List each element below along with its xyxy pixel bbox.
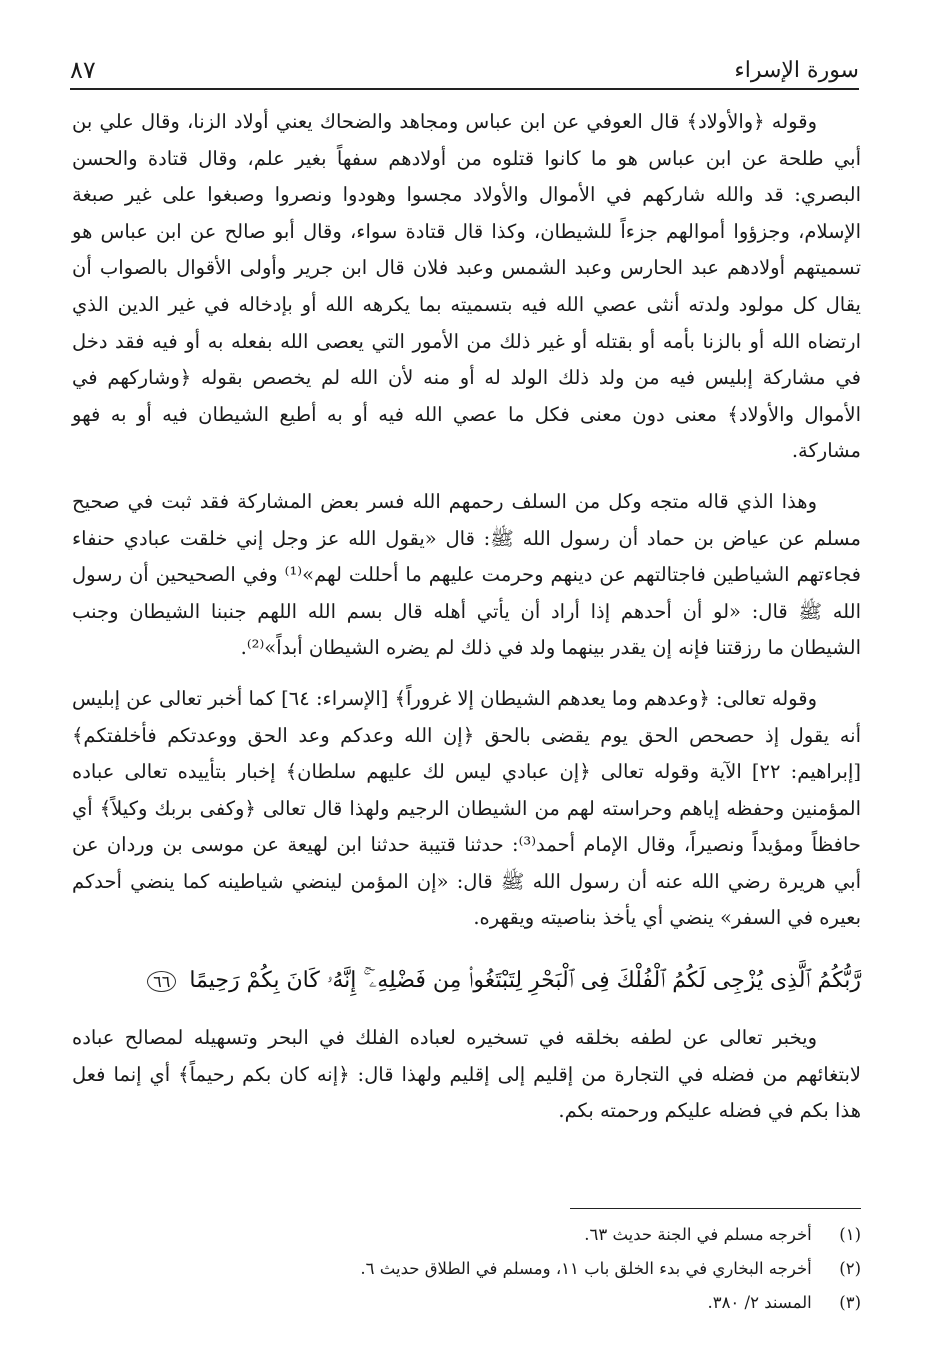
page-header <box>70 54 859 90</box>
surah-title: سورة الإسراء <box>734 58 859 83</box>
main-text <box>72 104 861 1130</box>
footnote-number: (٣) <box>839 1293 861 1312</box>
footnote-1 <box>78 1218 861 1252</box>
paragraph-2: وهذا الذي قاله متجه وكل من السلف رحمهم الله فسر بعض المشاركة فقد ثبت في صحيح مسلم عن عياض بن حماد أن رسول الله ﷺ: قال «يقول الله عز وجل إني خلقت عبادي حنفاء فجاءتهم الشياطين فاجتالتهم عن دينهم وحرمت عليهم ما أحللت لهم»⁽¹⁾ وفي الصحيحين أن رسول الله ﷺ قال: «لو أن أحدهم إذا أراد أن يأتي أهله قال بسم الله اللهم جنبنا الشيطان وجنب الشيطان ما رزقتنا فإنه إن يقدر بينهما ولد في ذلك لم يضره الشيطان أبداً»⁽²⁾. <box>72 489 861 660</box>
footnotes <box>78 1218 861 1320</box>
footnote-2 <box>78 1252 861 1286</box>
quran-verse <box>72 959 861 1004</box>
paragraph-3: وقوله تعالى: ﴿وعدهم وما يعدهم الشيطان إلا غروراً﴾ [الإسراء: ٦٤] كما أخبر تعالى عن إبليس أنه يقول إذ حصحص الحق يوم يقضى بالحق ﴿إن الله وعدكم وعد الحق ووعدتكم فأخلفتكم﴾ [إبراهيم: ٢٢] الآية وقوله تعالى ﴿إن عبادي ليس لك عليهم سلطان﴾ إخبار بتأييده تعالى عباده المؤمنين وحفظه إياهم وحراسته لهم من الشيطان الرجيم ولهذا قال تعالى ﴿وكفى بربك وكيلاً﴾ أي حافظاً ومؤيداً ونصيراً، وقال الإمام أحمد⁽³⁾: حدثنا قتيبة حدثنا ابن لهيعة عن موسى بن وردان عن أبي هريرة رضي الله عنه أن رسول الله ﷺ قال: «إن المؤمن لينضي شياطينه كما ينضي أحدكم بعيره في السفر» ينضي أي يأخذ بناصيته ويقهره. <box>72 686 861 930</box>
paragraph-4: ويخبر تعالى عن لطفه بخلقه في تسخيره لعباده الفلك في البحر وتسهيله لمصالح عباده لابتغائهم من فضله في التجارة من إقليم إلى إقليم ولهذا قال: ﴿إنه كان بكم رحيماً﴾ أي إنما فعل هذا بكم في فضله عليكم ورحمته بكم. <box>72 1026 861 1123</box>
footnote-number: (١) <box>839 1225 861 1244</box>
footnote-number: (٢) <box>839 1259 861 1278</box>
paragraph-1: وقوله ﴿والأولاد﴾ قال العوفي عن ابن عباس ومجاهد والضحاك يعني أولاد الزنا، وقال علي بن أبي طلحة عن ابن عباس هو ما كانوا قتلوه من أولادهم سفهاً بغير علم، وقال قتادة والحسن البصري: قد والله شاركهم في الأموال والأولاد مجسوا وهودوا ونصروا وصبغوا على غير صبغة الإسلام، وجزؤوا أموالهم جزءاً للشيطان، وكذا قال قتادة سواء، وقال أبو صالح عن ابن عباس هو تسميتهم أولادهم عبد الحارس وعبد الشمس وعبد فلان قال ابن جرير وأولى الأقوال بالصواب أن يقال كل مولود ولدته أنثى عصي الله فيه بتسميته بما يكرهه الله أو بإدخاله في غير الدين الذي ارتضاه الله أو بالزنا بأمه أو بقتله أو غير ذلك من الأمور التي يعصى الله بفعله به أو فيه فقد دخل في مشاركة إبليس فيه من ولد ذلك الولد له أو منه لأن الله لم يخصص بقوله ﴿وشاركهم في الأموال والأولاد﴾ معنى دون معنى فكل ما عصي الله فيه أو به أطيع الشيطان فيه أو به فهو مشاركة. <box>72 110 861 463</box>
verse-number-mark: ٦٦ <box>147 971 176 992</box>
footnote-text: أخرجه مسلم في الجنة حديث ٦٣. <box>584 1225 812 1244</box>
page-number: ٨٧ <box>70 56 96 84</box>
paragraph-gap <box>72 470 861 484</box>
footnote-text: المسند ٢/ ٣٨٠. <box>707 1293 812 1312</box>
paragraph-gap <box>72 667 861 681</box>
footnote-divider <box>570 1208 861 1209</box>
verse-text: رَّبُّكُمُ ٱلَّذِى يُزْجِى لَكُمُ ٱلْفُلْكَ فِى ٱلْبَحْرِ لِتَبْتَغُوا۟ مِن فَضْلِهِۦٓ ۚ إِنَّهُۥ كَانَ بِكُمْ رَحِيمًا <box>189 968 861 994</box>
footnote-text: أخرجه البخاري في بدء الخلق باب ١١، ومسلم في الطلاق حديث ٦. <box>360 1259 812 1278</box>
footnote-3 <box>78 1286 861 1320</box>
